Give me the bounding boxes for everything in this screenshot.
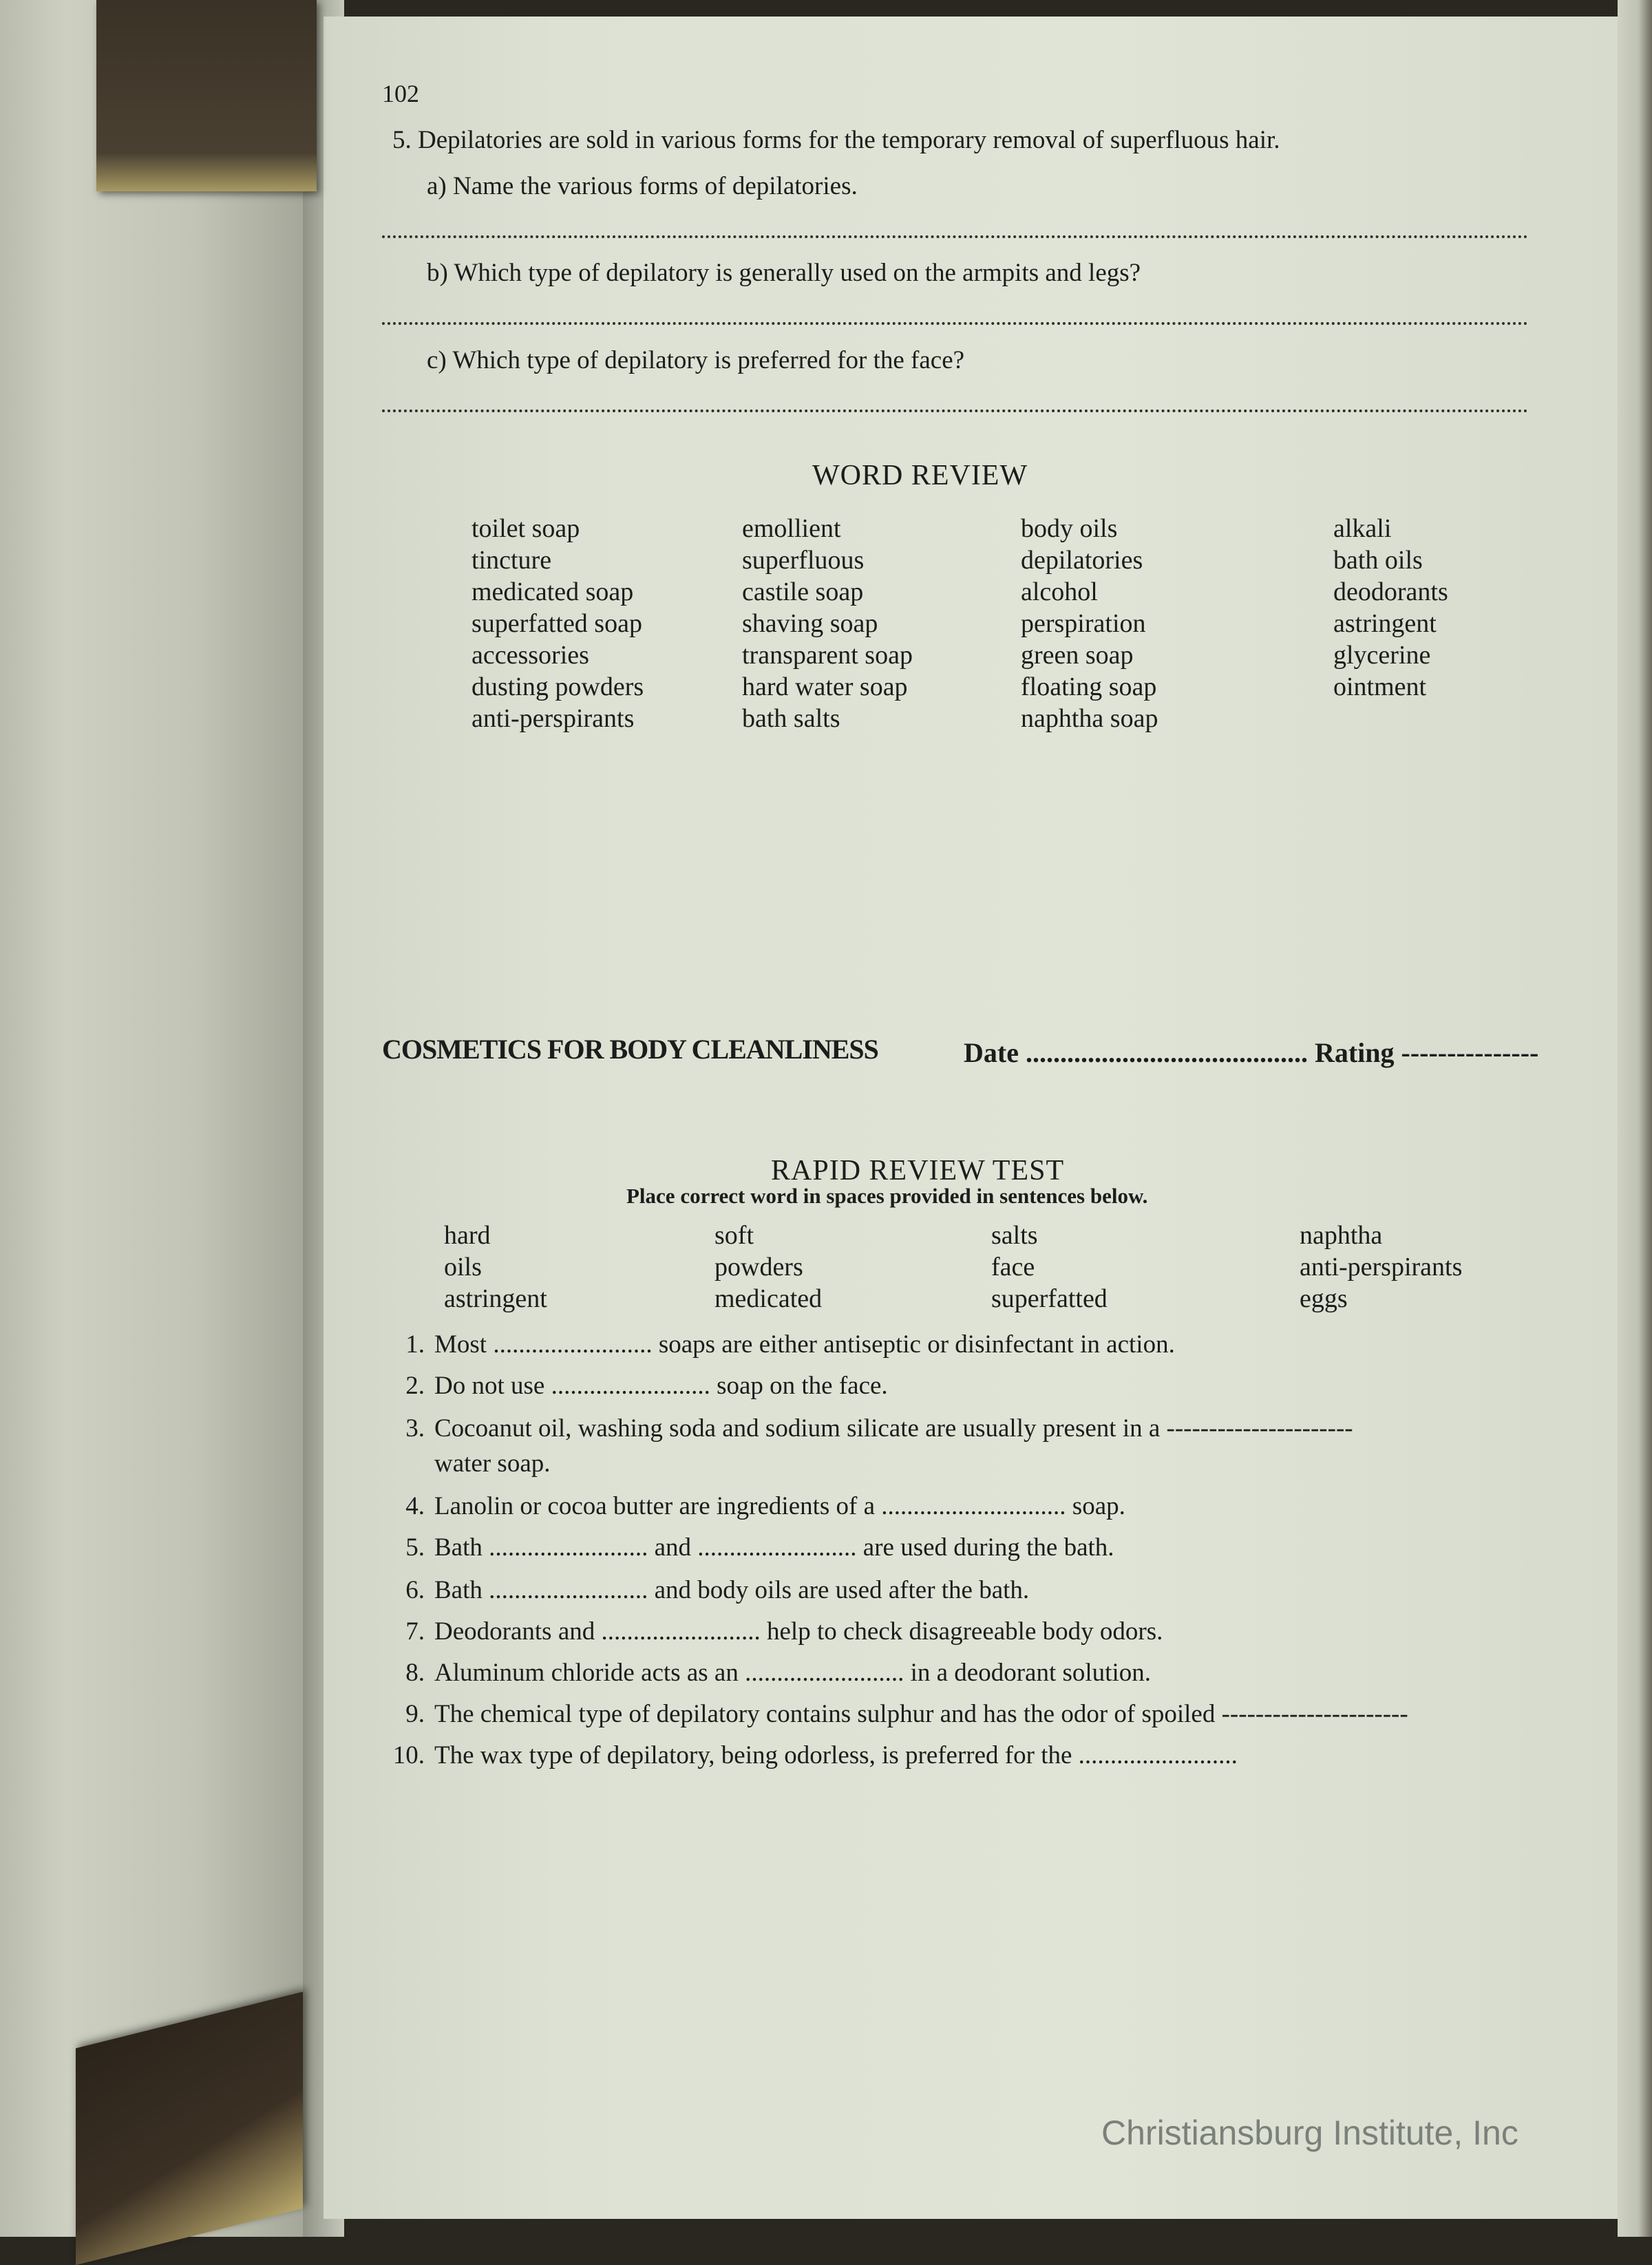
question-5-stem: 5. Depilatories are sold in various forms for the temporary removal of superfluous hair. (392, 126, 1280, 154)
sentence-4 (389, 1493, 1125, 1519)
word-review-term: transparent soap (742, 641, 913, 670)
sentence-text[interactable]: Most ......................... soaps are either antiseptic or disinfectant in action. (434, 1330, 1175, 1359)
word-review-column-4 (1333, 513, 1448, 703)
sentence-text[interactable]: Do not use ......................... soap on the face. (434, 1372, 888, 1400)
sentence-number: 3. (405, 1414, 425, 1443)
word-review-term: castile soap (742, 577, 864, 606)
word-review-term: superfluous (742, 546, 865, 575)
sentence-2 (389, 1373, 888, 1399)
word-review-term: depilatories (1021, 546, 1143, 575)
word-review-term: medicated soap (472, 577, 634, 606)
page-right-edge (1618, 0, 1652, 2237)
word-bank-term: naphtha (1300, 1221, 1383, 1250)
word-review-column-1 (472, 513, 644, 734)
word-bank-term: eggs (1300, 1284, 1348, 1313)
rapid-review-instructions: Place correct word in spaces provided in sentences below. (626, 1184, 1148, 1208)
sentence-text[interactable]: Deodorants and ......................... help to check disagreeable body odors. (434, 1617, 1163, 1646)
sentence-10 (389, 1743, 1238, 1768)
sentence-number: 10. (392, 1741, 425, 1769)
word-review-term: toilet soap (472, 514, 580, 543)
word-review-term: perspiration (1021, 609, 1146, 638)
word-review-term: tincture (472, 546, 552, 575)
word-review-term: body oils (1021, 514, 1118, 543)
question-5b: b) Which type of depilatory is generally used on the armpits and legs? (427, 259, 1141, 287)
word-bank-column-4 (1300, 1220, 1462, 1315)
sentence-3-continued (389, 1451, 551, 1476)
rapid-review-title: RAPID REVIEW TEST (771, 1155, 1065, 1187)
sentence-6 (389, 1577, 1029, 1603)
word-review-term: dusting powders (472, 672, 644, 701)
sentence-text[interactable]: Aluminum chloride acts as an ......................... in a deodorant solution. (434, 1659, 1151, 1687)
question-5c: c) Which type of depilatory is preferred for the face? (427, 346, 965, 374)
sentence-8 (389, 1660, 1151, 1686)
date-rating-line[interactable]: Date ......................................... Rating --------------- (964, 1037, 1539, 1068)
word-review-term: bath oils (1333, 546, 1423, 575)
sentence-text: water soap. (434, 1449, 551, 1478)
answer-line-5b[interactable] (382, 322, 1528, 325)
word-review-term: superfatted soap (472, 609, 642, 638)
question-5a: a) Name the various forms of depilatories. (427, 172, 858, 200)
word-review-term: bath salts (742, 704, 840, 733)
sentence-3 (389, 1416, 1353, 1441)
word-bank-term: oils (444, 1253, 482, 1282)
word-bank-column-3 (991, 1220, 1108, 1315)
word-review-term: alcohol (1021, 577, 1098, 606)
word-review-column-3 (1021, 513, 1158, 734)
watermark: Christiansburg Institute, Inc (1101, 2114, 1518, 2152)
sentence-text[interactable]: The wax type of depilatory, being odorless, is preferred for the ......................... (434, 1741, 1238, 1769)
word-review-column-2 (742, 513, 913, 734)
sentence-number: 6. (405, 1576, 425, 1604)
binder-clip-top (96, 0, 317, 191)
book-edge (0, 0, 324, 2237)
answer-line-5a[interactable] (382, 235, 1528, 238)
word-review-term: deodorants (1333, 577, 1448, 606)
word-bank-term: face (991, 1253, 1035, 1282)
word-review-term: hard water soap (742, 672, 908, 701)
word-review-term: accessories (472, 641, 589, 670)
word-bank-term: hard (444, 1221, 491, 1250)
word-bank-term: anti-perspirants (1300, 1253, 1463, 1282)
word-bank-term: powders (714, 1253, 803, 1282)
sentence-number: 5. (405, 1533, 425, 1562)
word-bank-column-2 (714, 1220, 822, 1315)
word-review-title: WORD REVIEW (812, 460, 1028, 491)
word-review-term: floating soap (1021, 672, 1157, 701)
word-review-term: shaving soap (742, 609, 878, 638)
word-bank-term: superfatted (991, 1284, 1108, 1313)
word-review-term: glycerine (1333, 641, 1431, 670)
word-review-term: naphtha soap (1021, 704, 1158, 733)
answer-line-5c[interactable] (382, 410, 1528, 412)
sentence-number: 7. (405, 1617, 425, 1646)
word-review-term: green soap (1021, 641, 1134, 670)
section-title: COSMETICS FOR BODY CLEANLINESS (382, 1034, 878, 1065)
sentence-number: 4. (405, 1492, 425, 1520)
word-review-term: alkali (1333, 514, 1392, 543)
sentence-number: 1. (405, 1330, 425, 1359)
word-bank-term: astringent (444, 1284, 547, 1313)
word-review-term: astringent (1333, 609, 1437, 638)
sentence-9 (389, 1701, 1408, 1727)
sentence-text[interactable]: Bath ......................... and body oils are used after the bath. (434, 1576, 1030, 1604)
word-bank-term: salts (991, 1221, 1038, 1250)
page-number: 102 (382, 80, 419, 107)
sentence-7 (389, 1619, 1163, 1644)
sentence-5 (389, 1535, 1114, 1560)
word-bank-term: medicated (714, 1284, 823, 1313)
word-review-term: anti-perspirants (472, 704, 635, 733)
word-bank-term: soft (714, 1221, 754, 1250)
sentence-text[interactable]: Cocoanut oil, washing soda and sodium silicate are usually present in a ---------------------- (434, 1414, 1353, 1443)
sentence-text[interactable]: Bath ......................... and ......................... are used during the bath. (434, 1533, 1114, 1562)
sentence-text[interactable]: Lanolin or cocoa butter are ingredients of a ............................. soap. (434, 1492, 1125, 1520)
word-review-term: emollient (742, 514, 841, 543)
word-bank-column-1 (444, 1220, 547, 1315)
word-review-term: ointment (1333, 672, 1427, 701)
sentence-number: 9. (405, 1700, 425, 1728)
sentence-1 (389, 1332, 1175, 1357)
sentence-text[interactable]: The chemical type of depilatory contains sulphur and has the odor of spoiled ---------------------- (434, 1700, 1408, 1728)
sentence-number: 8. (405, 1659, 425, 1687)
sentence-number: 2. (405, 1372, 425, 1400)
